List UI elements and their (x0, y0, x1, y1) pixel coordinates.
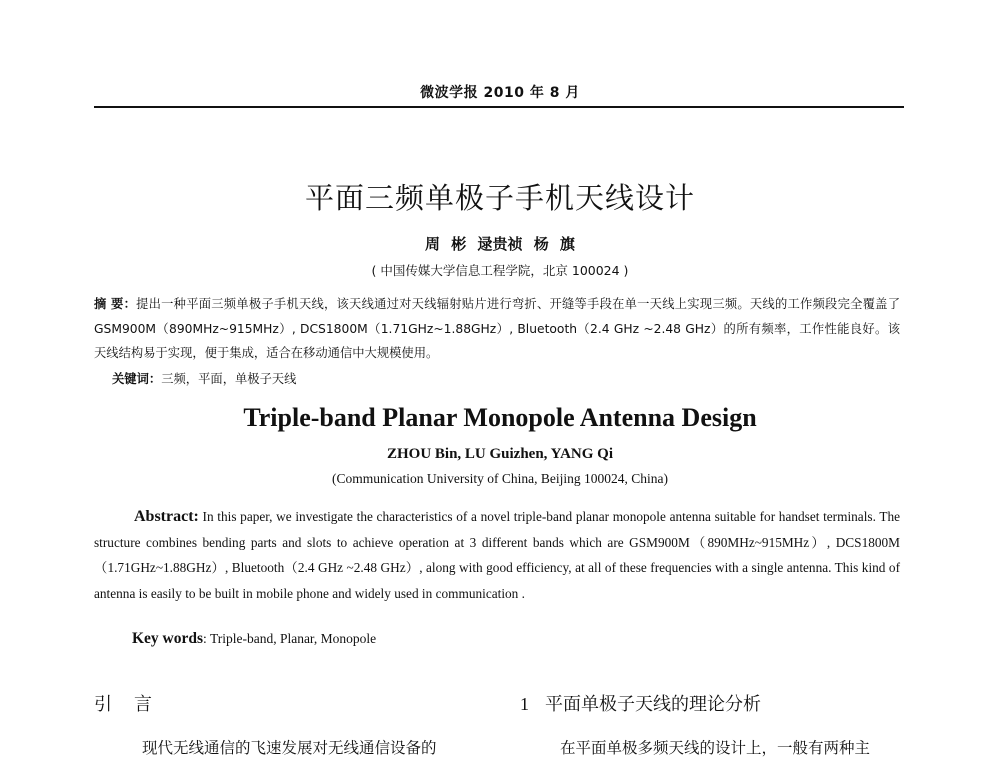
cn-affiliation: ( 中国传媒大学信息工程学院，北京 100024 ) (371, 263, 629, 278)
en-keywords-text: Triple-band, Planar, Monopole (206, 631, 377, 646)
header-rule (94, 106, 904, 108)
en-keywords-sep: : (203, 631, 207, 646)
cn-abstract-label: 摘 要： (94, 297, 137, 311)
en-keywords (132, 630, 376, 648)
cn-keywords-label: 关键词： (112, 372, 162, 386)
cn-abstract (94, 292, 900, 366)
body-text-right: 在平面单极多频天线的设计上，一般有两种主 (560, 739, 871, 757)
cn-title: 平面三频单极子手机天线设计 (304, 181, 695, 215)
en-title: Triple-band Planar Monopole Antenna Design (243, 403, 757, 432)
cn-keywords-text: 三频，平面，单极子天线 (161, 372, 297, 386)
en-abstract-text: In this paper, we investigate the characteristics of a novel triple-band planar monopole antenna suitable for handset terminals. The structure combines bending parts and slots to achieve operation at 3 different bands which are GSM900M（890MHz~915MHz）, DCS1800M（1.71GHz~1.88GHz）, Bluetooth（2.4 GHz ~2.48 GHz）, along with good efficiency, at all of these frequencies with a single antenna. This kind of antenna is easily to be built in mobile phone and widely used in communication . (94, 509, 900, 601)
section-1-title: 平面单极子天线的理论分析 (545, 694, 761, 715)
en-abstract-label: Abstract: (134, 508, 199, 525)
section-heading-intro (94, 690, 152, 716)
en-keywords-label: Key words (132, 630, 204, 647)
en-affiliation: (Communication University of China, Beijing 100024, China) (332, 471, 668, 486)
section-intro-char2: 言 (134, 694, 152, 715)
cn-authors: 周 彬 逯贵祯 杨 旗 (425, 235, 575, 253)
en-abstract (94, 504, 900, 606)
cn-abstract-text: 提出一种平面三频单极子手机天线，该天线通过对天线辐射贴片进行弯折、开缝等手段在单一天线上实现三频。天线的工作频段完全覆盖了 GSM900M（890MHz~915MHz）, DCS1800M（1.71GHz~1.88GHz）, Bluetooth（2.4 GHz ~2.48 GHz）的所有频率，工作性能良好。该天线结构易于实现，便于集成，适合在移动通信中大规模使用。 (94, 297, 900, 360)
section-heading-1 (520, 690, 761, 716)
body-text-left: 现代无线通信的飞速发展对无线通信设备的 (142, 739, 437, 757)
section-intro-char1: 引 (94, 694, 112, 715)
cn-keywords (112, 369, 296, 387)
section-1-number: 1 (520, 694, 529, 714)
en-authors: ZHOU Bin, LU Guizhen, YANG Qi (386, 446, 614, 462)
journal-header: 微波学报 2010 年 8 月 (420, 85, 580, 101)
